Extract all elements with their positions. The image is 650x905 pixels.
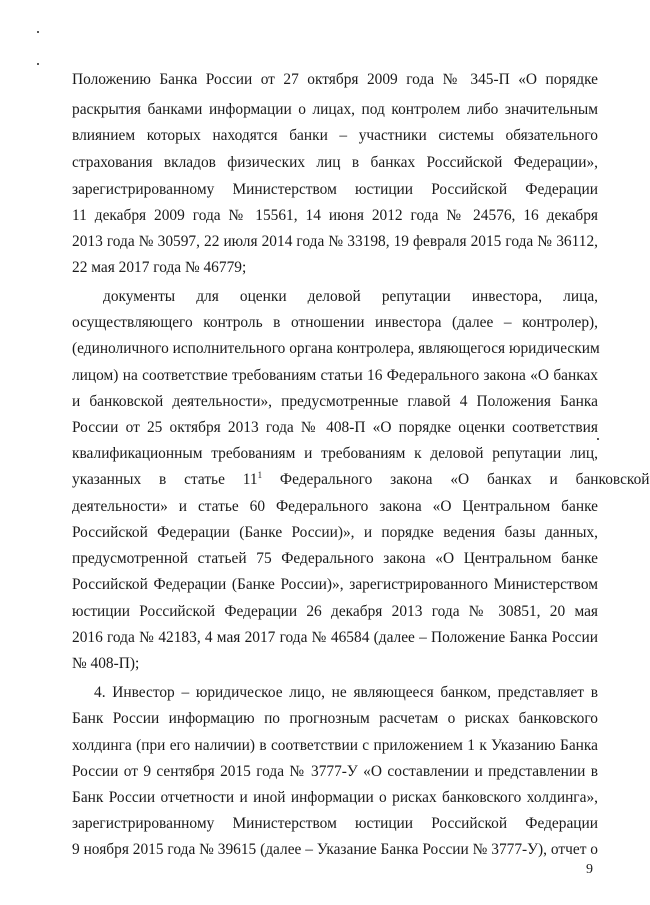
text-line: зарегистрированному Министерством юстиции Российской Федерации [72, 181, 598, 198]
text-line [72, 470, 650, 490]
text-line: квалификационным требованиям и требованиям к деловой репутации лиц, [72, 445, 598, 462]
scan-speck [597, 438, 599, 440]
text-line: зарегистрированному Министерством юстиции Российской Федерации [72, 815, 598, 832]
text-segment: Федерального закона «О банках и банковской [262, 471, 650, 488]
text-line: холдинга (при его наличии) в соответствии с приложением 1 к Указанию Банка [72, 737, 598, 754]
scan-speck [37, 31, 39, 33]
text-line: 2013 года № 30597, 22 июля 2014 года № 33198, 19 февраля 2015 года № 36112, [72, 233, 598, 250]
page-number: 9 [586, 862, 593, 877]
text-line: Положению Банка России от 27 октября 2009 года № 345-П «О порядке [72, 71, 598, 88]
text-line: документы для оценки деловой репутации инвестора, лица, [103, 288, 598, 305]
text-line: № 408-П); [72, 655, 140, 672]
text-line: Банк России информацию по прогнозным расчетам о рисках банковского [72, 710, 598, 727]
text-line: (единоличного исполнительного органа контролера, являющегося юридическим [72, 340, 600, 357]
superscript: 1 [257, 470, 263, 480]
text-line: 2016 года № 42183, 4 мая 2017 года № 46584 (далее – Положение Банка России [72, 629, 598, 646]
text-line: раскрытия банками информации о лицах, под контролем либо значительным [72, 101, 598, 118]
text-line: Российской Федерации (Банке России)», и порядке ведения базы данных, [72, 524, 598, 541]
text-line: и банковской деятельности», предусмотренные главой 4 Положения Банка [72, 393, 598, 410]
text-line: Российской Федерации (Банке России)», зарегистрированного Министерством [72, 576, 598, 593]
text-line: 9 ноября 2015 года № 39615 (далее – Указание Банка России № 3777-У), отчет о [72, 841, 598, 858]
text-segment: указанных в статье 11 [72, 471, 258, 488]
text-line: 22 мая 2017 года № 46779; [72, 259, 247, 276]
text-line: влиянием которых находятся банки – участники системы обязательного [72, 127, 598, 144]
scan-speck [37, 63, 39, 65]
text-line: России от 25 октября 2013 года № 408-П «О порядке оценки соответствия [72, 419, 598, 436]
text-line: страхования вкладов физических лиц в банках Российской Федерации», [72, 154, 598, 171]
text-line: предусмотренной статьей 75 Федерального закона «О Центральном банке [72, 550, 598, 567]
text-line: деятельности» и статье 60 Федерального закона «О Центральном банке [72, 498, 598, 515]
text-line: 11 декабря 2009 года № 15561, 14 июня 2012 года № 24576, 16 декабря [72, 207, 598, 224]
text-line: Банк России отчетности и иной информации о рисках банковского холдинга», [72, 789, 598, 806]
text-line: лицом) на соответствие требованиям статьи 16 Федерального закона «О банках [72, 367, 598, 384]
text-line: юстиции Российской Федерации 26 декабря 2013 года № 30851, 20 мая [72, 603, 598, 620]
text-line: 4. Инвестор – юридическое лицо, не являющееся банком, представляет в [94, 684, 598, 701]
text-line: осуществляющего контроль в отношении инвестора (далее – контролер), [72, 314, 598, 331]
text-line: России от 9 сентября 2015 года № 3777-У «О составлении и представлении в [72, 763, 598, 780]
